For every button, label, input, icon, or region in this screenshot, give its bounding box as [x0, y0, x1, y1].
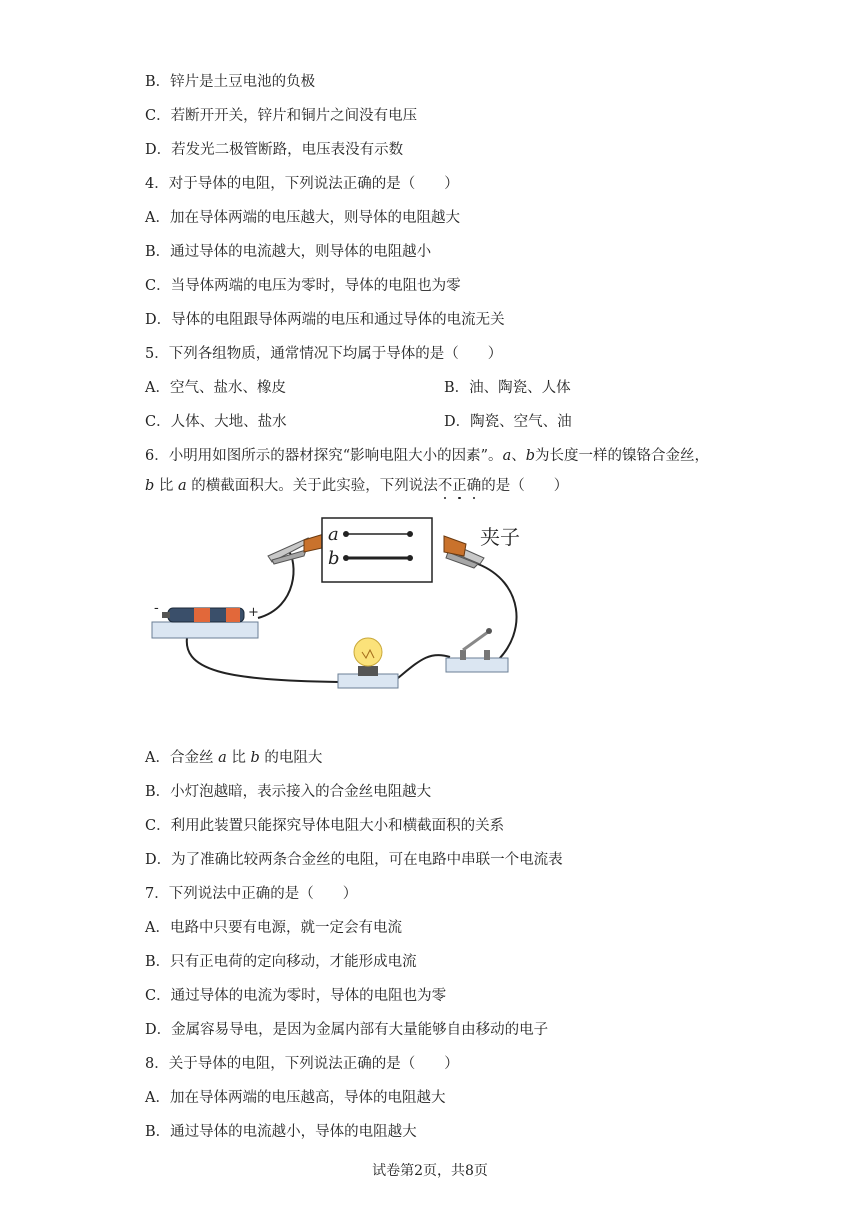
page-footer: 试卷第2页，共8页 — [372, 1163, 488, 1179]
circuit-diagram — [148, 512, 568, 712]
option-3b: B．锌片是土豆电池的负极 — [145, 74, 316, 90]
battery — [152, 600, 259, 638]
option-7a: A．电路中只要有电源，就一定会有电流 — [145, 920, 402, 936]
wire-left — [187, 632, 338, 682]
wire-a-label: a — [328, 524, 339, 545]
battery-plus: + — [248, 605, 259, 620]
question-4: 4．对于导体的电阻，下列说法正确的是（ ） — [145, 176, 459, 192]
alloy-board — [322, 518, 432, 582]
clip-right — [444, 525, 520, 568]
option-5d: D．陶瓷、空气、油 — [444, 414, 572, 430]
option-6d: D．为了准确比较两条合金丝的电阻，可在电路中串联一个电流表 — [145, 852, 563, 868]
option-5b: B．油、陶瓷、人体 — [444, 380, 571, 396]
option-7d: D．金属容易导电，是因为金属内部有大量能够自由移动的电子 — [145, 1022, 549, 1038]
option-7b: B．只有正电荷的定向移动，才能形成电流 — [145, 954, 417, 970]
option-3c: C．若断开开关，锌片和铜片之间没有电压 — [145, 108, 418, 124]
option-4a: A．加在导体两端的电压越大，则导体的电阻越大 — [145, 210, 460, 226]
light-bulb — [338, 638, 398, 688]
option-3d: D．若发光二极管断路，电压表没有示数 — [145, 142, 404, 158]
emphasis-char: 正 — [452, 478, 467, 494]
wire-bulb-switch — [393, 655, 450, 682]
option-8a: A．加在导体两端的电压越高，导体的电阻越大 — [145, 1090, 446, 1106]
option-5a: A．空气、盐水、橡皮 — [145, 380, 286, 396]
option-6b: B．小灯泡越暗，表示接入的合金丝电阻越大 — [145, 784, 432, 800]
question-6-line-2: b 比 a 的横截面积大。关于此实验，下列说法不正确的是（ ） — [145, 478, 569, 494]
option-6a: A．合金丝 a 比 b 的电阻大 — [145, 750, 323, 766]
clip-left — [268, 534, 324, 564]
switch — [446, 628, 508, 672]
question-5: 5．下列各组物质，通常情况下均属于导体的是（ ） — [145, 346, 503, 362]
circuit-figure — [148, 512, 568, 712]
emphasis-char: 不 — [437, 478, 453, 494]
option-4c: C．当导体两端的电压为零时，导体的电阻也为零 — [145, 278, 461, 294]
question-6-line-1: 6．小明用如图所示的器材探究“影响电阻大小的因素”。a、b为长度一样的镍铬合金丝， — [145, 448, 710, 464]
wire-b-label: b — [328, 548, 340, 569]
wire-right — [478, 564, 517, 662]
option-6c: C．利用此装置只能探究导体电阻大小和横截面积的关系 — [145, 818, 505, 834]
option-7c: C．通过导体的电流为零时，导体的电阻也为零 — [145, 988, 447, 1004]
option-8b: B．通过导体的电流越小，导体的电阻越大 — [145, 1124, 417, 1140]
battery-minus: - — [154, 600, 159, 616]
option-4b: B．通过导体的电流越大，则导体的电阻越小 — [145, 244, 432, 260]
question-7: 7．下列说法中正确的是（ ） — [145, 886, 358, 902]
question-8: 8．关于导体的电阻，下列说法正确的是（ ） — [145, 1056, 459, 1072]
option-4d: D．导体的电阻跟导体两端的电压和通过导体的电流无关 — [145, 312, 505, 328]
clip-label: 夹子 — [480, 525, 520, 549]
emphasis-char: 确 — [466, 478, 482, 494]
option-5c: C．人体、大地、盐水 — [145, 414, 287, 430]
